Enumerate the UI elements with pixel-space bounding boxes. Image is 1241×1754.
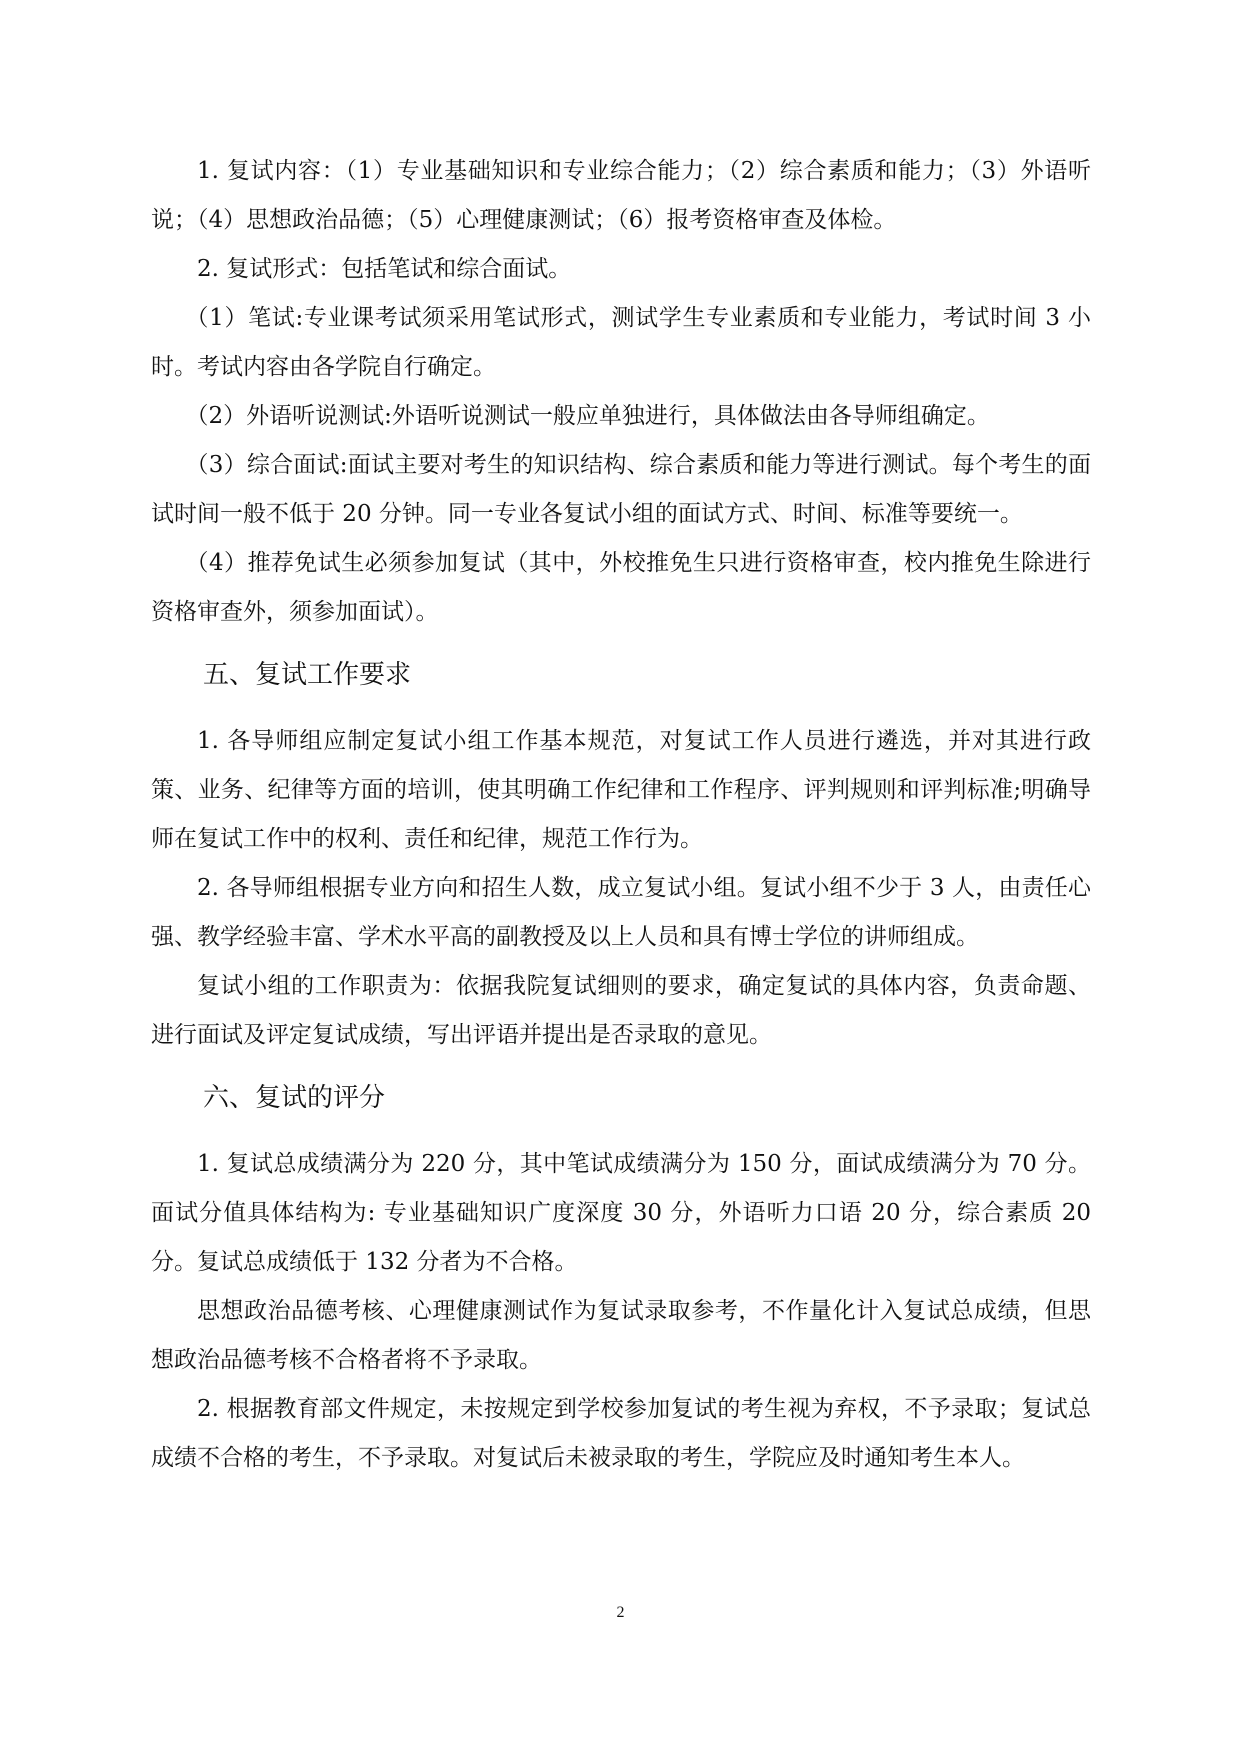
paragraph-interview: （3）综合面试:面试主要对考生的知识结构、综合素质和能力等进行测试。每个考生的面试时间一般不低于 20 分钟。同一专业各复试小组的面试方式、时间、标准等要统一。: [151, 452, 1091, 527]
paragraph-exempt-students: （4）推荐免试生必须参加复试（其中，外校推免生只进行资格审查，校内推免生除进行资格审查外，须参加面试）。: [151, 550, 1091, 625]
paragraph-written-test: （1）笔试:专业课考试须采用笔试形式，测试学生专业素质和专业能力，考试时间 3 小时。考试内容由各学院自行确定。: [151, 305, 1091, 380]
paragraph-retest-content: 1. 复试内容：（1）专业基础知识和专业综合能力；（2）综合素质和能力；（3）外语听说；（4）思想政治品德；（5）心理健康测试；（6）报考资格审查及体检。: [151, 158, 1091, 233]
paragraph-team-norms: 1. 各导师组应制定复试小组工作基本规范，对复试工作人员进行遴选，并对其进行政策、业务、纪律等方面的培训，使其明确工作纪律和工作程序、评判规则和评判标准;明确导师在复试工作中的权利、责任和纪律，规范工作行为。: [151, 728, 1091, 852]
paragraph-admission-rule: 2. 根据教育部文件规定，未按规定到学校参加复试的考生视为弃权，不予录取；复试总成绩不合格的考生，不予录取。对复试后未被录取的考生，学院应及时通知考生本人。: [151, 1396, 1091, 1471]
document-body: [151, 147, 1091, 1483]
paragraph-score-total: 1. 复试总成绩满分为 220 分，其中笔试成绩满分为 150 分，面试成绩满分为 70 分。面试分值具体结构为: 专业基础知识广度深度 30 分，外语听力口语 20 分，综合素质 20 分。复试总成绩低于 132 分者为不合格。: [151, 1151, 1091, 1275]
heading-section-five: 五、复试工作要求: [203, 660, 412, 690]
paragraph-team-formation: 2. 各导师组根据专业方向和招生人数，成立复试小组。复试小组不少于 3 人，由责任心强、教学经验丰富、学术水平高的副教授及以上人员和具有博士学位的讲师组成。: [151, 875, 1091, 950]
paragraph-retest-format: 2. 复试形式：包括笔试和综合面试。: [197, 256, 572, 282]
paragraph-team-duties: 复试小组的工作职责为：依据我院复试细则的要求，确定复试的具体内容，负责命题、进行面试及评定复试成绩，写出评语并提出是否录取的意见。: [151, 973, 1091, 1048]
paragraph-language-test: （2）外语听说测试:外语听说测试一般应单独进行，具体做法由各导师组确定。: [185, 403, 990, 429]
page-number: 2: [616, 1604, 625, 1621]
paragraph-moral-check: 思想政治品德考核、心理健康测试作为复试录取参考，不作量化计入复试总成绩，但思想政治品德考核不合格者将不予录取。: [151, 1298, 1091, 1373]
heading-section-six: 六、复试的评分: [203, 1083, 386, 1113]
